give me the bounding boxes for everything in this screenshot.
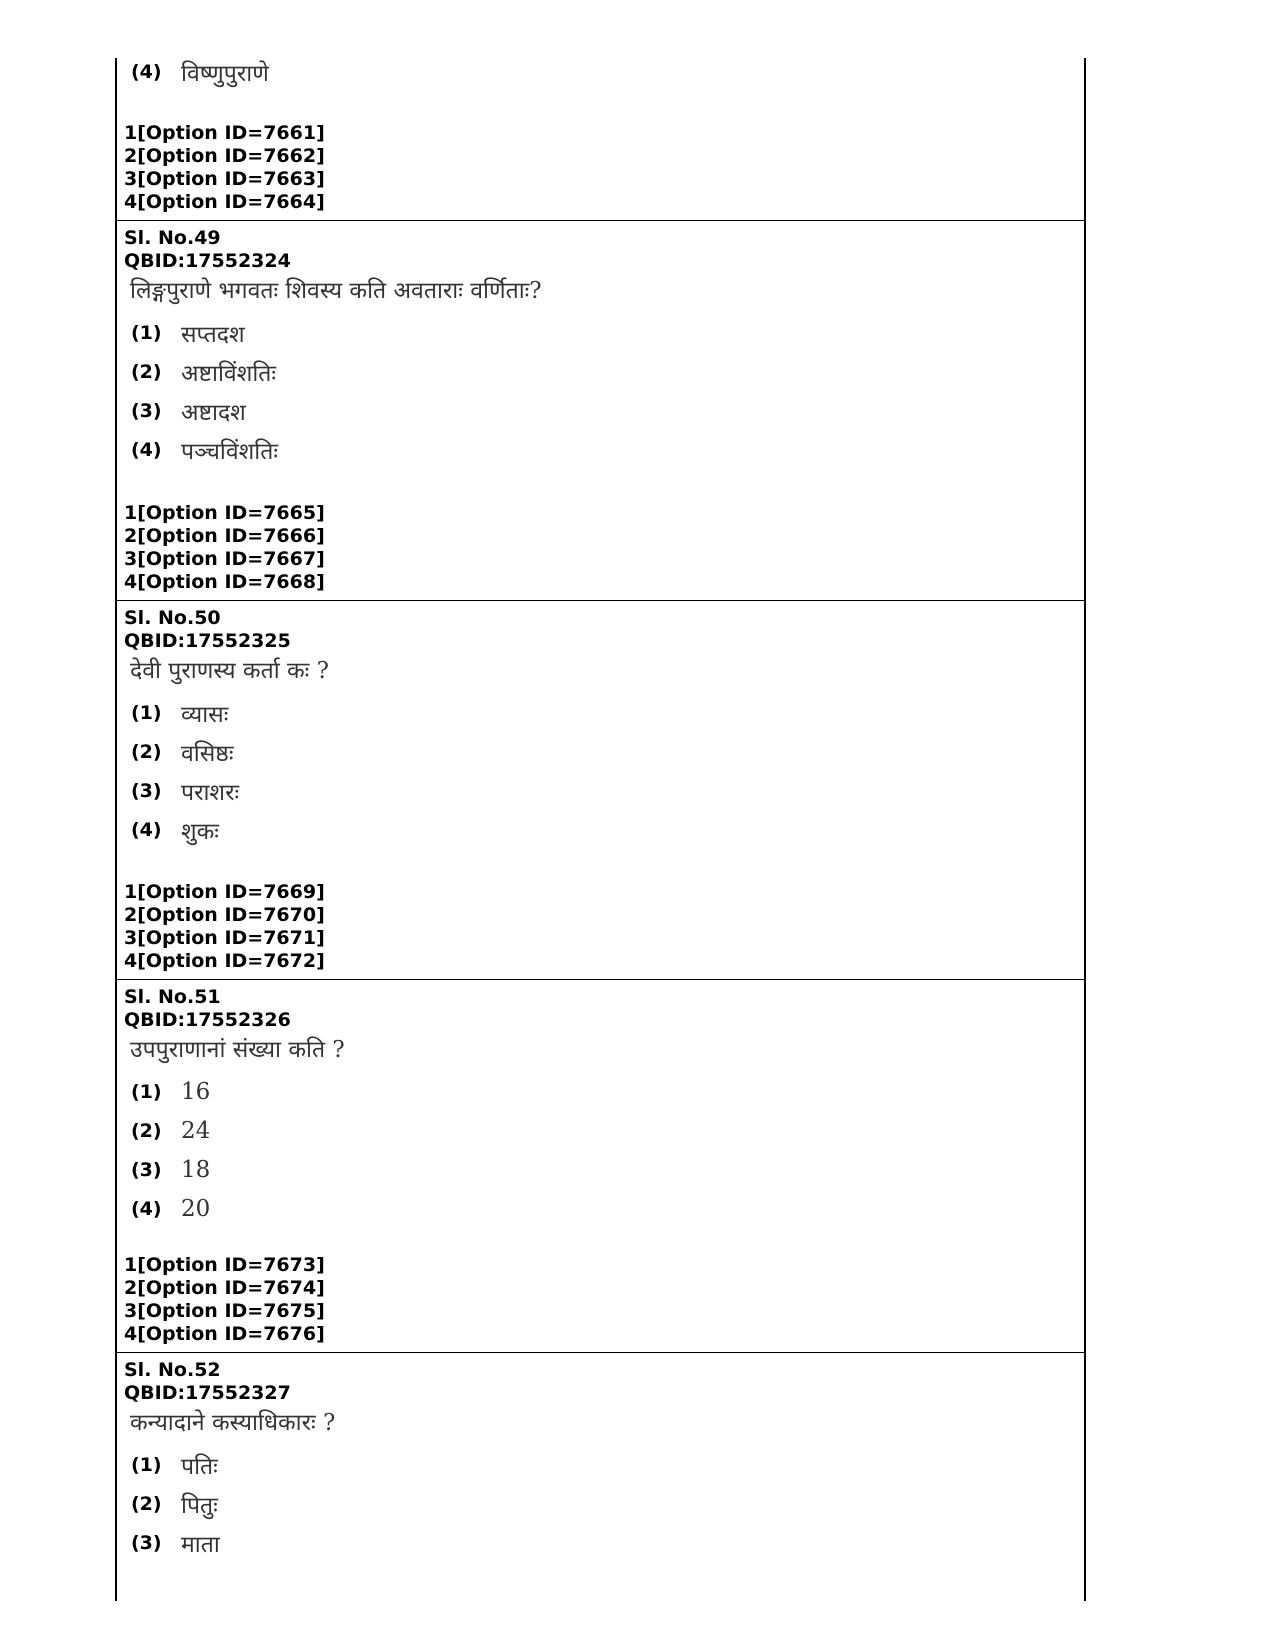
option-id: 3[Option ID=7671] <box>124 927 325 949</box>
option-text: माता <box>181 1531 220 1558</box>
option-id: 3[Option ID=7667] <box>124 548 325 570</box>
serial-number: Sl. No.49 <box>124 227 221 249</box>
option-id: 1[Option ID=7661] <box>124 122 325 144</box>
option-number: (2) <box>131 740 162 763</box>
option-2 <box>131 732 1084 771</box>
option-number: (3) <box>131 779 162 802</box>
option-id-list <box>124 122 325 214</box>
option-number: (4) <box>131 818 162 841</box>
option-4 <box>131 430 1084 469</box>
option-id: 4[Option ID=7668] <box>124 571 325 593</box>
option-text: सप्तदश <box>181 321 245 348</box>
option-2 <box>131 352 1084 391</box>
option-id: 1[Option ID=7673] <box>124 1254 325 1276</box>
option-1 <box>131 693 1084 732</box>
option-text: 20 <box>181 1195 211 1222</box>
option-3 <box>131 1150 1084 1189</box>
option-text: वसिष्ठः <box>181 740 234 767</box>
option-id: 2[Option ID=7670] <box>124 904 325 926</box>
serial-number: Sl. No.52 <box>124 1359 221 1381</box>
option-number: (1) <box>131 1453 162 1476</box>
serial-number: Sl. No.51 <box>124 986 221 1008</box>
option-number: (3) <box>131 1531 162 1554</box>
option-number: (1) <box>131 321 162 344</box>
option-text: पतिः <box>181 1453 218 1480</box>
option-id: 2[Option ID=7666] <box>124 525 325 547</box>
option-text: शुकः <box>181 818 219 845</box>
option-id-list <box>124 881 325 973</box>
option-text: 16 <box>181 1078 211 1105</box>
option-number: (2) <box>131 360 162 383</box>
option-2 <box>131 1484 1084 1523</box>
option-id-list <box>124 502 325 594</box>
option-4 <box>131 52 1084 91</box>
option-number: (4) <box>131 60 162 83</box>
option-id: 1[Option ID=7669] <box>124 881 325 903</box>
option-id: 4[Option ID=7672] <box>124 950 325 972</box>
option-4 <box>131 1189 1084 1228</box>
option-number: (1) <box>131 701 162 724</box>
qbid: QBID:17552324 <box>124 250 291 272</box>
option-number: (3) <box>131 1158 162 1181</box>
option-text: विष्णुपुराणे <box>181 60 269 87</box>
option-id-list <box>124 1254 325 1346</box>
option-id: 1[Option ID=7665] <box>124 502 325 524</box>
question-text: देवी पुराणस्य कर्ता कः ? <box>130 658 329 684</box>
option-1 <box>131 1072 1084 1111</box>
option-3 <box>131 1523 1084 1562</box>
option-3 <box>131 771 1084 810</box>
option-id: 3[Option ID=7675] <box>124 1300 325 1322</box>
option-text: व्यासः <box>181 701 229 728</box>
qbid: QBID:17552327 <box>124 1382 291 1404</box>
option-text: अष्टादश <box>181 399 246 426</box>
question-block-50 <box>117 601 1084 980</box>
option-text: पितुः <box>181 1492 218 1519</box>
qbid: QBID:17552326 <box>124 1009 291 1031</box>
option-id: 4[Option ID=7676] <box>124 1323 325 1345</box>
question-text: कन्यादाने कस्याधिकारः ? <box>130 1410 336 1436</box>
option-1 <box>131 313 1084 352</box>
question-text: लिङ्गपुराणे भगवतः शिवस्य कति अवताराः वर्णिताः? <box>130 278 542 304</box>
option-text: अष्टाविंशतिः <box>181 360 277 387</box>
question-text: उपपुराणानां संख्या कति ? <box>130 1037 345 1063</box>
question-block-51 <box>117 980 1084 1353</box>
question-block-49 <box>117 221 1084 601</box>
option-number: (2) <box>131 1492 162 1515</box>
option-id: 4[Option ID=7664] <box>124 191 325 213</box>
option-id: 2[Option ID=7662] <box>124 145 325 167</box>
option-text: पराशरः <box>181 779 240 806</box>
option-1 <box>131 1445 1084 1484</box>
option-id: 2[Option ID=7674] <box>124 1277 325 1299</box>
option-id: 3[Option ID=7663] <box>124 168 325 190</box>
option-number: (3) <box>131 399 162 422</box>
option-text: 18 <box>181 1156 211 1183</box>
question-block-48-continued <box>117 58 1084 221</box>
option-3 <box>131 391 1084 430</box>
option-number: (4) <box>131 1197 162 1220</box>
option-text: 24 <box>181 1117 211 1144</box>
option-number: (1) <box>131 1080 162 1103</box>
qbid: QBID:17552325 <box>124 630 291 652</box>
option-number: (2) <box>131 1119 162 1142</box>
question-block-52 <box>117 1353 1084 1601</box>
serial-number: Sl. No.50 <box>124 607 221 629</box>
option-text: पञ्चविंशतिः <box>181 438 278 465</box>
option-number: (4) <box>131 438 162 461</box>
option-2 <box>131 1111 1084 1150</box>
option-4 <box>131 810 1084 849</box>
question-table <box>115 58 1086 1601</box>
